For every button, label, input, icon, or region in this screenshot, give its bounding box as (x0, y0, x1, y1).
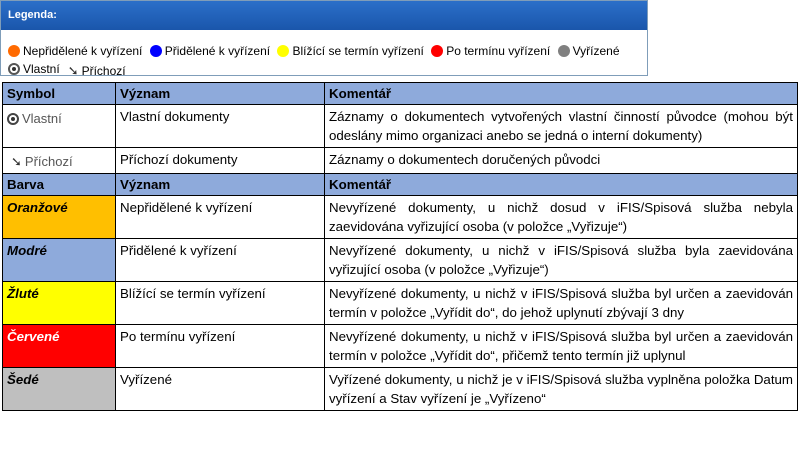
legend-label: Blížící se termín vyřízení (292, 44, 424, 58)
legend-label: Nepřidělené k vyřízení (23, 44, 143, 58)
symbol-cell (3, 105, 116, 148)
comment-cell: Záznamy o dokumentech doručených původci (325, 148, 798, 174)
header-comment: Komentář (325, 83, 798, 105)
table-row (3, 196, 798, 239)
legend-item-own (8, 61, 60, 77)
table-row (3, 239, 798, 282)
orange-dot-icon (8, 45, 20, 57)
table-row (3, 368, 798, 411)
color-cell-yellow: Žluté (3, 282, 116, 325)
incoming-arrow-icon: ➘ (67, 63, 79, 78)
table-row (3, 148, 798, 174)
symbol-cell (3, 148, 116, 174)
header-meaning: Význam (116, 174, 325, 196)
symbol-header-row (3, 83, 798, 105)
meaning-cell: Po termínu vyřízení (116, 325, 325, 368)
legend-label: Vlastní (23, 62, 60, 76)
legend-label: Po termínu vyřízení (446, 44, 551, 58)
legend-panel (0, 0, 648, 76)
legend-label: Příchozí (81, 64, 126, 78)
meaning-cell: Přidělené k vyřízení (116, 239, 325, 282)
comment-cell: Nevyřízené dokumenty, u nichž v iFIS/Spisová služba byla zaevidována vyřizující osoba (v položce „Vyřizuje“) (325, 239, 798, 282)
symbol-label: Vlastní (22, 111, 62, 126)
legend-body (1, 30, 647, 79)
color-cell-orange: Oranžové (3, 196, 116, 239)
incoming-arrow-icon: ➘ (11, 154, 22, 169)
legend-item-assigned (150, 43, 270, 59)
table-row (3, 105, 798, 148)
legend-title: Legenda: (1, 1, 647, 30)
meaning-cell: Vlastní dokumenty (116, 105, 325, 148)
header-symbol: Symbol (3, 83, 116, 105)
legend-label: Přidělené k vyřízení (164, 44, 271, 58)
meaning-cell: Nepřidělené k vyřízení (116, 196, 325, 239)
legend-item-due-soon (277, 43, 423, 59)
red-dot-icon (431, 45, 443, 57)
gray-dot-icon (558, 45, 570, 57)
table-row (3, 282, 798, 325)
legend-label: Vyřízené (572, 44, 620, 58)
comment-cell: Záznamy o dokumentech vytvořených vlastní činností původce (mohou být odeslány mimo organizaci anebo se jedná o interní dokumenty) (325, 105, 798, 148)
color-cell-red: Červené (3, 325, 116, 368)
comment-cell: Nevyřízené dokumenty, u nichž v iFIS/Spisová služba byl určen a zaevidován termín v položce „Vyřídit do“, do jehož uplynutí zbývají 3 dny (325, 282, 798, 325)
header-comment: Komentář (325, 174, 798, 196)
own-record-icon (8, 63, 20, 75)
comment-cell: Vyřízené dokumenty, u nichž je v iFIS/Spisová služba vyplněna položka Datum vyřízení a Stav vyřízení je „Vyřízeno“ (325, 368, 798, 411)
header-color: Barva (3, 174, 116, 196)
header-meaning: Význam (116, 83, 325, 105)
color-cell-blue: Modré (3, 239, 116, 282)
table-row (3, 325, 798, 368)
legend-item-incoming (64, 63, 126, 79)
blue-dot-icon (150, 45, 162, 57)
yellow-dot-icon (277, 45, 289, 57)
symbol-label: Příchozí (24, 154, 73, 169)
comment-cell: Nevyřízené dokumenty, u nichž dosud v iFIS/Spisová služba nebyla zaevidována vyřizující osoba (v položce „Vyřizuje“) (325, 196, 798, 239)
legend-item-done (558, 43, 620, 59)
legend-item-unassigned (8, 43, 142, 59)
meaning-cell: Vyřízené (116, 368, 325, 411)
color-header-row (3, 174, 798, 196)
comment-cell: Nevyřízené dokumenty, u nichž v iFIS/Spisová služba byl určen a zaevidován termín v položce „Vyřídit do“, přičemž tento termín již uplynul (325, 325, 798, 368)
color-cell-gray: Šedé (3, 368, 116, 411)
legend-item-overdue (431, 43, 550, 59)
own-record-icon (7, 113, 19, 125)
meaning-cell: Příchozí dokumenty (116, 148, 325, 174)
legend-table (2, 82, 798, 411)
meaning-cell: Blížící se termín vyřízení (116, 282, 325, 325)
